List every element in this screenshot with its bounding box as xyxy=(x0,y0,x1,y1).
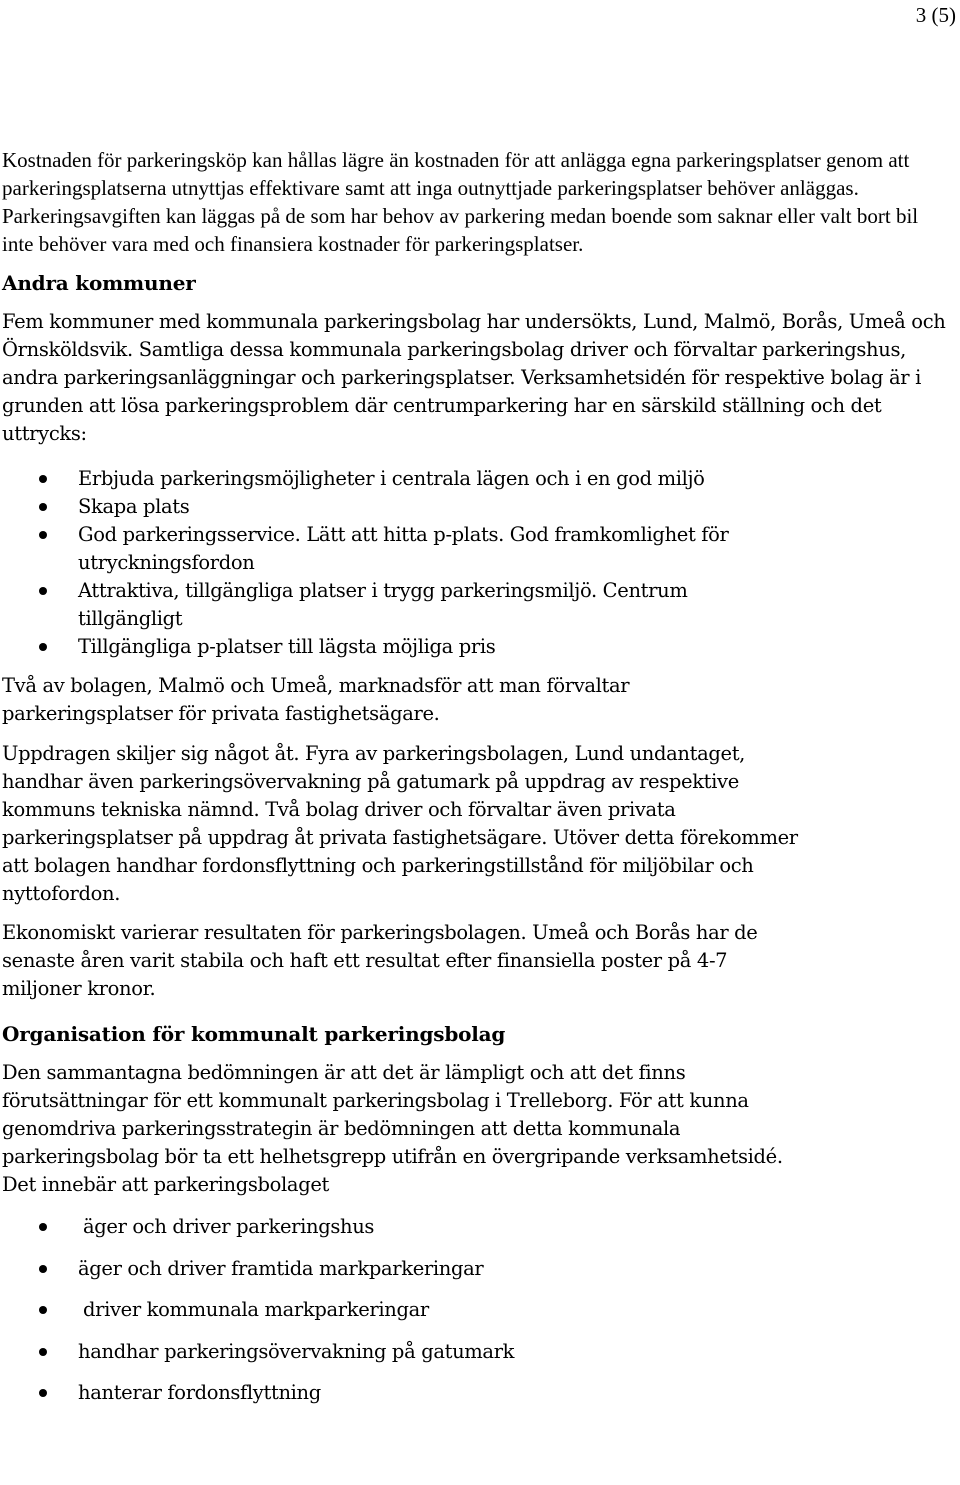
list-item-text: äger och driver framtida markparkeringar xyxy=(78,1256,484,1280)
list-item xyxy=(2,521,952,577)
list-item-text: Tillgängliga p-platser till lägsta möjliga pris xyxy=(78,635,496,658)
heading-other-municipalities: Andra kommuner xyxy=(2,271,196,295)
list-item xyxy=(2,465,952,493)
list-item-text: handhar parkeringsövervakning på gatumark xyxy=(78,1339,515,1363)
list-item-text: Attraktiva, tillgängliga platser i trygg parkeringsmiljö. Centrum tillgängligt xyxy=(78,579,688,630)
list-item-text: driver kommunala markparkeringar xyxy=(83,1298,429,1321)
paragraph-economy: Ekonomiskt varierar resultaten för parkeringsbolagen. Umeå och Borås har de senaste åren varit stabila och haft ett resultat efter finansiella poster på 4-7 miljoner kronor. xyxy=(2,921,758,1000)
paragraph-assignments: Uppdragen skiljer sig något åt. Fyra av parkeringsbolagen, Lund undantaget, handhar även parkeringsövervakning på gatumark på uppdrag av respektive kommuns tekniska nämnd. Två bolag driver och förvaltar även privata parkeringsplatser på uppdrag åt privata fastighetsägare. Utöver detta förekommer att bolagen handhar fordonsflyttning och parkeringstillstånd för miljöbilar och nyttofordon. xyxy=(2,742,798,905)
list-item-text: God parkeringsservice. Lätt att hitta p-plats. God framkomlighet för utryckningsfordon xyxy=(78,523,729,574)
company-responsibilities-list xyxy=(2,1213,952,1407)
list-item-text: Skapa plats xyxy=(78,495,190,518)
paragraph-two-companies: Två av bolagen, Malmö och Umeå, marknadsför att man förvaltar parkeringsplatser för privata fastighetsägare. xyxy=(2,674,630,725)
list-item-text: Erbjuda parkeringsmöjligheter i centrala lägen och i en god miljö xyxy=(78,467,705,490)
bullet-icon xyxy=(39,643,47,651)
list-item xyxy=(2,1213,952,1241)
bullet-icon xyxy=(39,1306,47,1314)
list-item xyxy=(2,1338,952,1366)
list-item xyxy=(2,633,952,661)
bullet-icon xyxy=(39,1348,47,1356)
bullet-icon xyxy=(39,1223,47,1231)
list-item-text: hanterar fordonsflyttning xyxy=(78,1381,321,1404)
bullet-icon xyxy=(39,503,47,511)
bullet-icon xyxy=(39,475,47,483)
business-idea-list xyxy=(2,465,952,661)
bullet-icon xyxy=(39,531,47,539)
list-item xyxy=(2,577,952,633)
list-item xyxy=(2,1379,952,1407)
paragraph-other-municipalities: Fem kommuner med kommunala parkeringsbolag har undersökts, Lund, Malmö, Borås, Umeå och Örnsköldsvik. Samtliga dessa kommunala parkeringsbolag driver och förvaltar parkeringshus, andra parkeringsanläggningar och parkeringsplatser. Verksamhetsidén för respektive bolag är i grunden att lösa parkeringsproblem där centrumparkering har en särskild ställning och det uttrycks: xyxy=(2,310,946,445)
list-item xyxy=(2,1255,952,1283)
intro-paragraph: Kostnaden för parkeringsköp kan hållas lägre än kostnaden för att anlägga egna parkeringsplatser genom att parkeringsplatserna utnyttjas effektivare samt att inga outnyttjade parkeringsplatser behöver anläggas. Parkeringsavgiften kan läggas på de som har behov av parkering medan boende som saknar eller valt bort bil inte behöver vara med och finansiera kostnader för parkeringsplatser. xyxy=(2,148,919,256)
bullet-icon xyxy=(39,1389,47,1397)
page-number: 3 (5) xyxy=(915,3,956,27)
list-item xyxy=(2,1296,952,1324)
document-body xyxy=(2,146,952,1421)
heading-organisation: Organisation för kommunalt parkeringsbolag xyxy=(2,1022,506,1046)
bullet-icon xyxy=(39,1265,47,1273)
bullet-icon xyxy=(39,587,47,595)
list-item xyxy=(2,493,952,521)
paragraph-organisation: Den sammantagna bedömningen är att det är lämpligt och att det finns förutsättningar för ett kommunalt parkeringsbolag i Trelleborg. För att kunna genomdriva parkeringsstrategin är bedömningen att detta kommunala parkeringsbolag bör ta ett helhetsgrepp utifrån en övergripande verksamhetsidé. Det innebär att parkeringsbolaget xyxy=(2,1061,783,1196)
list-item-text: äger och driver parkeringshus xyxy=(83,1215,375,1238)
